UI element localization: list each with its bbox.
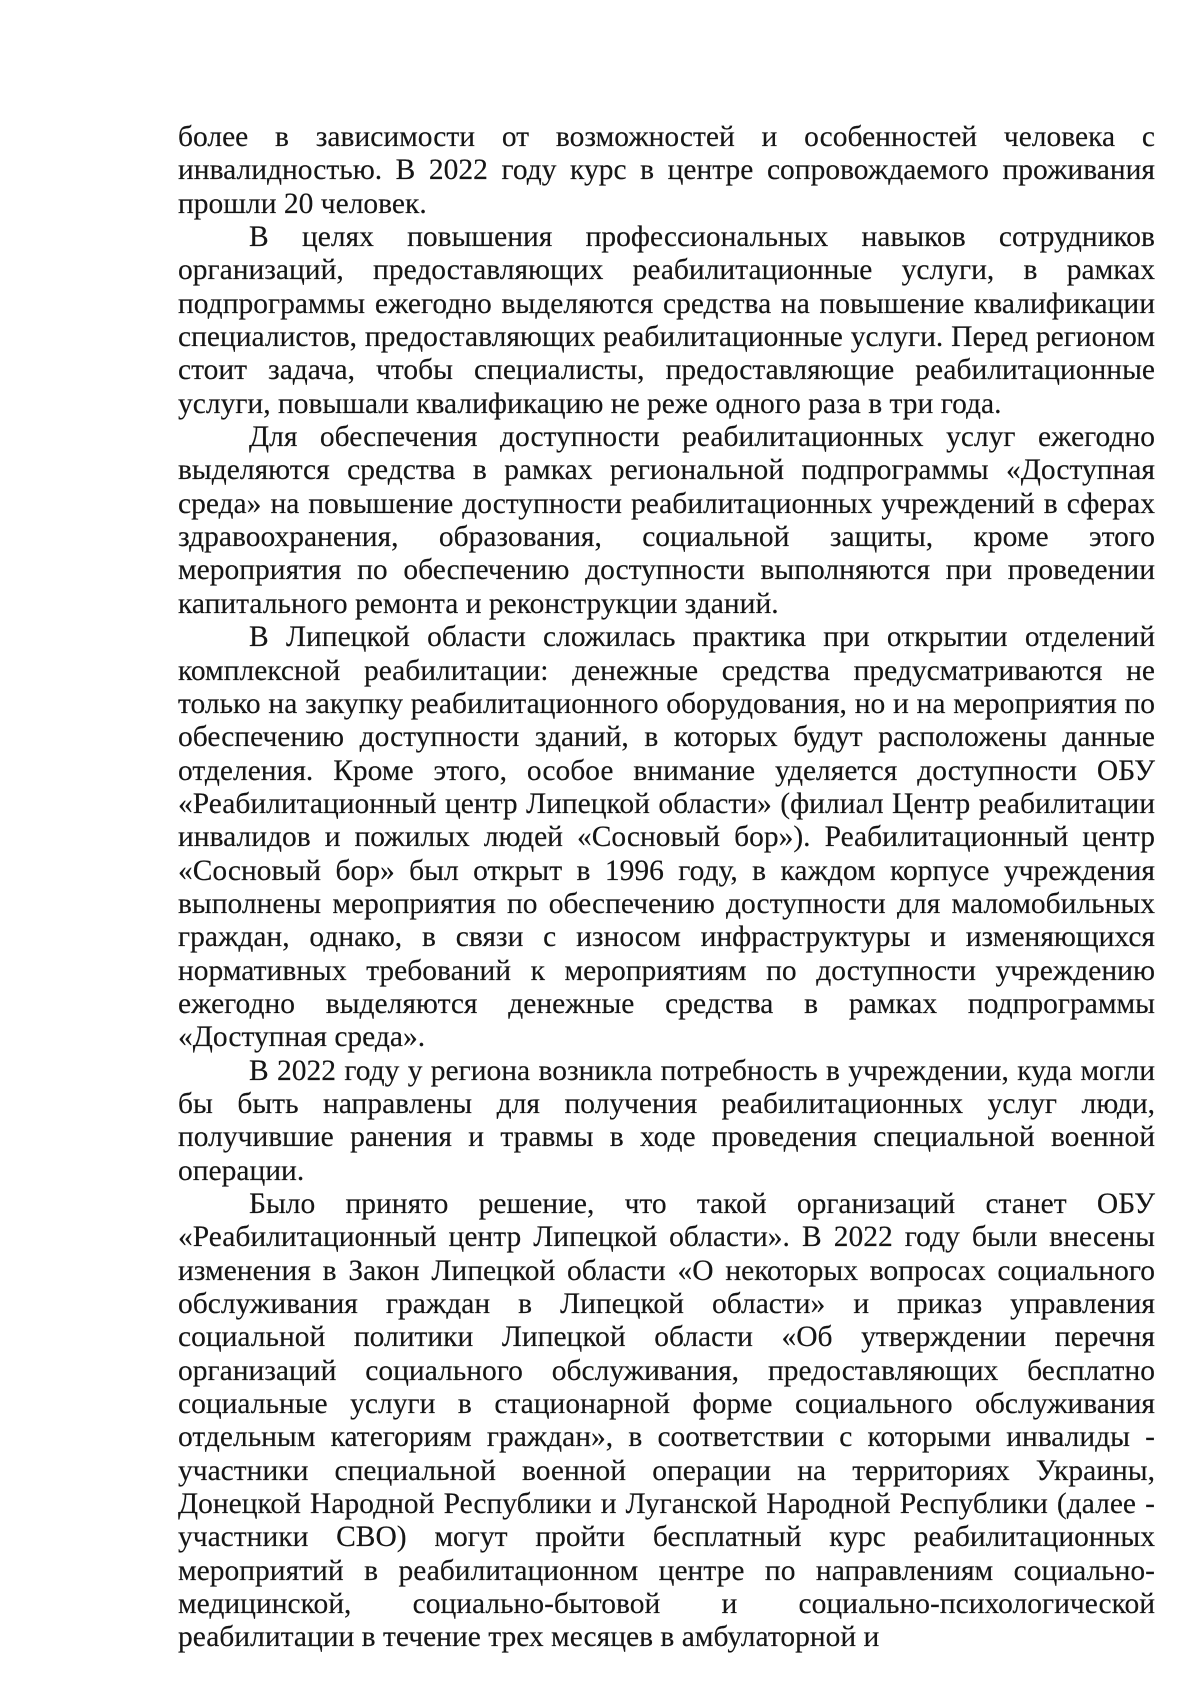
- paragraph-accessibility-funding: Для обеспечения доступности реабилитационных услуг ежегодно выделяются средства в рамках региональной подпрограммы «Доступная среда» на повышение доступности реабилитационных учреждений в сферах здравоохранения, образования, социальной защиты, кроме этого мероприятия по обеспечению доступности выполняются при проведении капитального ремонта и реконструкции зданий.: [178, 421, 1155, 620]
- paragraph-staff-qualification: В целях повышения профессиональных навыков сотрудников организаций, предоставляющих реабилитационные услуги, в рамках подпрограммы ежегодно выделяются средства на повышение квалификации специалистов, предоставляющих реабилитационные услуги. Перед регионом стоит задача, чтобы специалисты, предоставляющие реабилитационные услуги, повышали квалификацию не реже одного раза в три года.: [178, 221, 1155, 420]
- document-body: [178, 121, 1155, 1655]
- paragraph-lipetsk-practice: В Липецкой области сложилась практика при открытии отделений комплексной реабилитации: денежные средства предусматриваются не только на закупку реабилитационного оборудования, но и на мероприятия по обеспечению доступности зданий, в которых будут расположены данные отделения. Кроме этого, особое внимание уделяется доступности ОБУ «Реабилитационный центр Липецкой области» (филиал Центр реабилитации инвалидов и пожилых людей «Сосновый бор»). Реабилитационный центр «Сосновый бор» был открыт в 1996 году, в каждом корпусе учреждения выполнены мероприятия по обеспечению доступности для маломобильных граждан, однако, в связи с износом инфраструктуры и изменяющихся нормативных требований к мероприятиям по доступности учреждению ежегодно выделяются денежные средства в рамках подпрограммы «Доступная среда».: [178, 621, 1155, 1054]
- paragraph-2022-need: В 2022 году у региона возникла потребность в учреждении, куда могли бы быть направлены для получения реабилитационных услуг люди, получившие ранения и травмы в ходе проведения специальной военной операции.: [178, 1054, 1155, 1187]
- paragraph-continuation: более в зависимости от возможностей и особенностей человека с инвалидностью. В 2022 году курс в центре сопровождаемого проживания прошли 20 человек.: [178, 121, 1155, 220]
- paragraph-decision: Было принято решение, что такой организаций станет ОБУ «Реабилитационный центр Липецкой области». В 2022 году были внесены изменения в Закон Липецкой области «О некоторых вопросах социального обслуживания граждан в Липецкой области» и приказ управления социальной политики Липецкой области «Об утверждении перечня организаций социального обслуживания, предоставляющих бесплатно социальные услуги в стационарной форме социального обслуживания отдельным категориям граждан», в соответствии с которыми инвалиды - участники специальной военной операции на территориях Украины, Донецкой Народной Республики и Луганской Народной Республики (далее - участники СВО) могут пройти бесплатный курс реабилитационных мероприятий в реабилитационном центре по направлениям социально-медицинской, социально-бытовой и социально-психологической реабилитации в течение трех месяцев в амбулаторной и: [178, 1188, 1155, 1654]
